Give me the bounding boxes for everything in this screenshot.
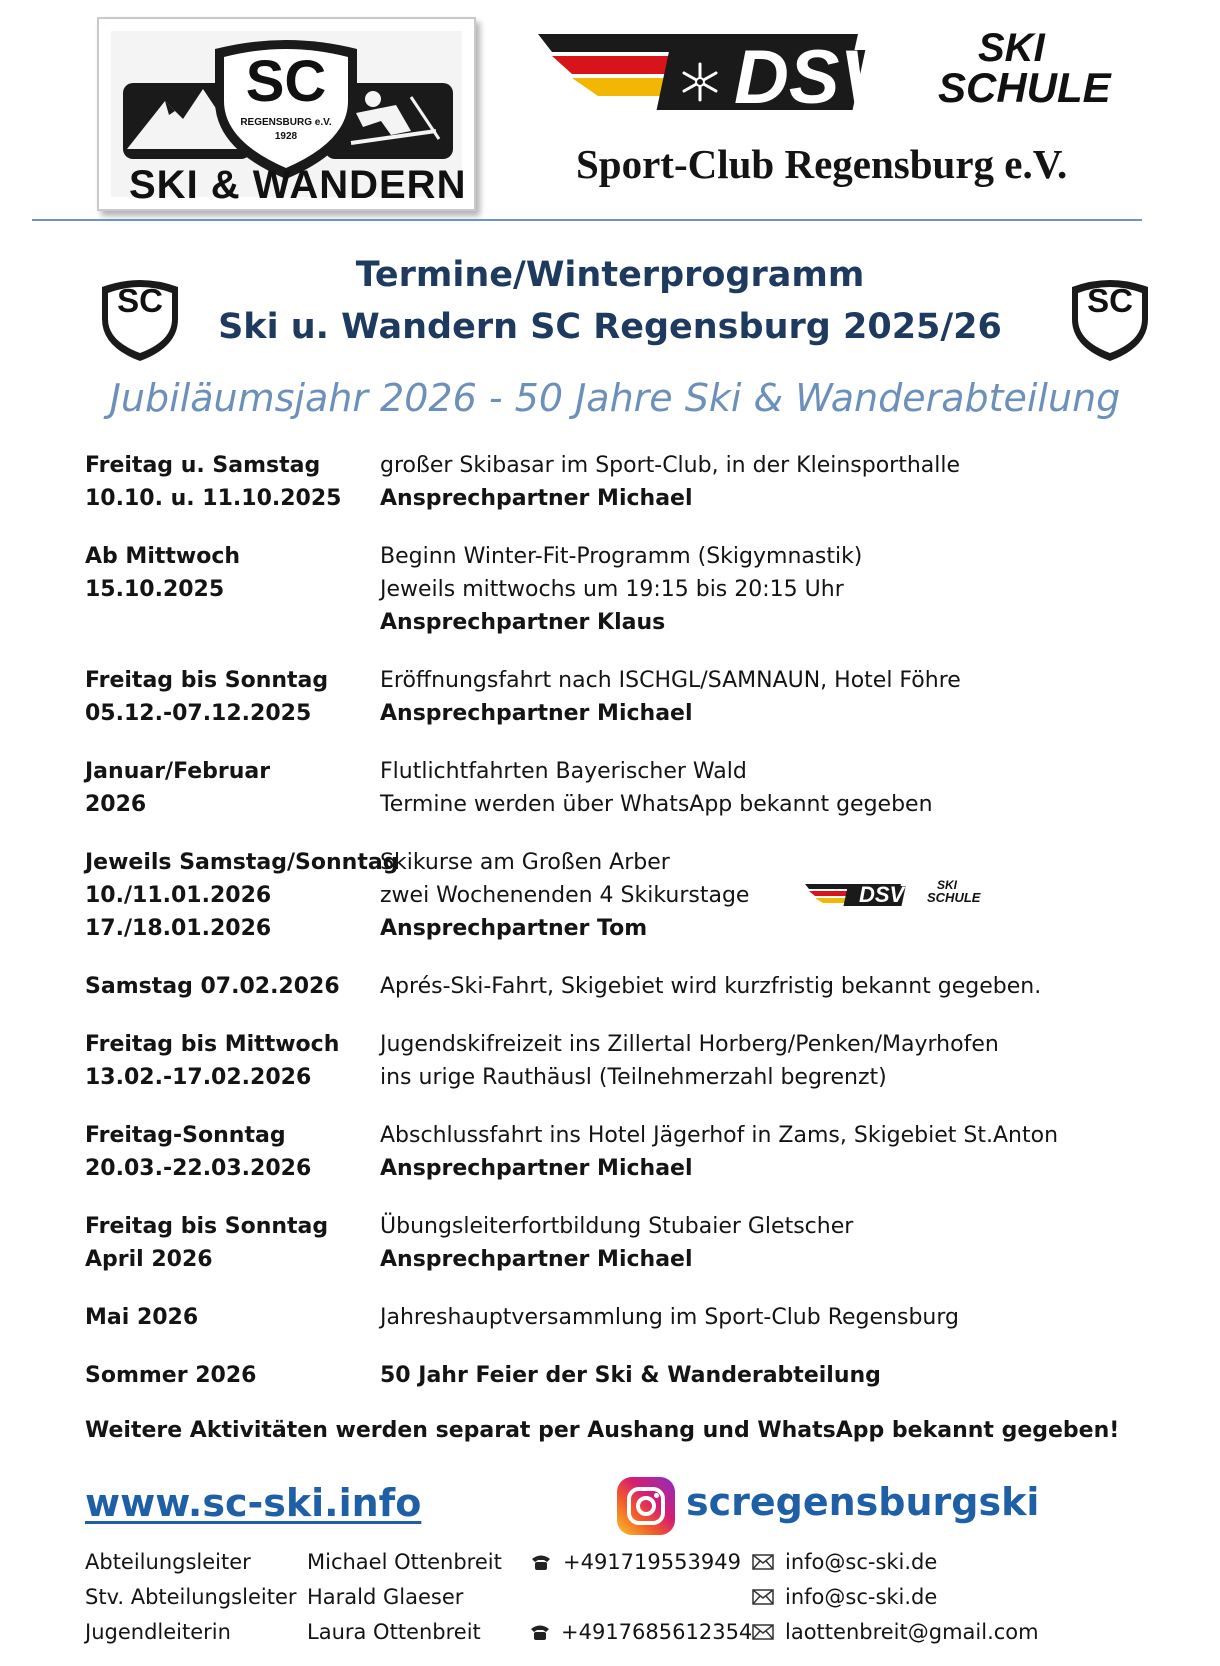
description-line: Übungsleiterfortbildung Stubaier Gletscher xyxy=(380,1214,854,1239)
contact-person: Ansprechpartner Michael xyxy=(380,486,693,511)
schedule xyxy=(85,449,1145,1392)
entry-description xyxy=(380,1301,1145,1334)
entry-description xyxy=(380,1028,1145,1094)
email-address[interactable]: info@sc-ski.de xyxy=(785,1584,938,1609)
date-line: 13.02.-17.02.2026 xyxy=(85,1065,312,1090)
entry-date xyxy=(85,1210,380,1276)
contact-role: Jugendleiterin xyxy=(85,1619,231,1644)
dsv-skischule-logo xyxy=(538,28,1128,118)
description-line: ins urige Rauthäusl (Teilnehmerzahl begrenzt) xyxy=(380,1065,887,1090)
schedule-entry xyxy=(85,1359,1145,1392)
contact-person: Ansprechpartner Michael xyxy=(380,1156,693,1181)
date-line: Jeweils Samstag/Sonntag xyxy=(85,850,399,875)
shield-letters: SC xyxy=(245,49,327,114)
contact-name: Laura Ottenbreit xyxy=(307,1619,481,1644)
contact-role: Stv. Abteilungsleiter xyxy=(85,1584,297,1609)
email-address[interactable]: info@sc-ski.de xyxy=(785,1549,938,1574)
date-line: Sommer 2026 xyxy=(85,1363,257,1388)
description-line: Termine werden über WhatsApp bekannt gegeben xyxy=(380,792,933,817)
header-divider xyxy=(32,219,1142,221)
schedule-entry xyxy=(85,1210,1145,1276)
entry-description xyxy=(380,1359,1145,1392)
sc-shield-left xyxy=(98,275,182,363)
contact-email xyxy=(751,1550,937,1574)
contact-name: Michael Ottenbreit xyxy=(307,1549,502,1574)
contacts-table xyxy=(85,1544,1185,1649)
phone-number[interactable]: +491719553949 xyxy=(563,1549,741,1574)
entry-date xyxy=(85,449,380,515)
entry-date xyxy=(85,846,399,945)
instagram-icon[interactable] xyxy=(617,1477,675,1535)
description-line: 50 Jahr Feier der Ski & Wanderabteilung xyxy=(380,1363,881,1388)
date-line: 05.12.-07.12.2025 xyxy=(85,701,312,726)
entry-date xyxy=(85,970,380,1003)
contact-role: Abteilungsleiter xyxy=(85,1549,251,1574)
contact-row xyxy=(85,1579,1185,1614)
phone-icon xyxy=(529,1622,551,1642)
contact-email xyxy=(751,1620,1039,1644)
schedule-entry xyxy=(85,664,1145,730)
entry-date xyxy=(85,540,380,639)
description-line: Eröffnungsfahrt nach ISCHGL/SAMNAUN, Hotel Föhre xyxy=(380,668,961,693)
date-line: 15.10.2025 xyxy=(85,577,225,602)
dsv-skischule-small-logo xyxy=(805,880,985,910)
date-line: Januar/Februar xyxy=(85,759,271,784)
contact-person: Ansprechpartner Klaus xyxy=(380,610,666,635)
entry-description xyxy=(380,1119,1145,1185)
contact-person: Ansprechpartner Michael xyxy=(380,701,693,726)
dsv-small-ski: SKI xyxy=(937,878,958,892)
shield-subtitle: REGENSBURG e.V. xyxy=(240,117,332,128)
entry-description xyxy=(380,970,1145,1003)
further-activities-note: Weitere Aktivitäten werden separat per Aushang und WhatsApp bekannt gegeben! xyxy=(85,1418,1120,1443)
jubilee-subtitle: Jubiläumsjahr 2026 - 50 Jahre Ski & Wanderabteilung xyxy=(109,376,1121,420)
entry-description xyxy=(380,755,1145,821)
description-line: Jeweils mittwochs um 19:15 bis 20:15 Uhr xyxy=(380,577,844,602)
logo-banner-text: SKI & WANDERN xyxy=(129,163,467,207)
entry-description xyxy=(380,1210,1145,1276)
contact-row xyxy=(85,1544,1185,1579)
description-line: Abschlussfahrt ins Hotel Jägerhof in Zams, Skigebiet St.Anton xyxy=(380,1123,1059,1148)
contact-phone xyxy=(529,1550,751,1574)
description-line: Beginn Winter-Fit-Programm (Skigymnastik) xyxy=(380,544,863,569)
date-line: 20.03.-22.03.2026 xyxy=(85,1156,312,1181)
date-line: Freitag bis Mittwoch xyxy=(85,1032,340,1057)
page-title-line1: Termine/Winterprogramm xyxy=(355,255,865,295)
schedule-entry xyxy=(85,1119,1145,1185)
entry-description xyxy=(380,664,1145,730)
entry-date xyxy=(85,755,380,821)
contact-row xyxy=(85,1614,1185,1649)
date-line: Ab Mittwoch xyxy=(85,544,241,569)
schedule-entry xyxy=(85,1028,1145,1094)
description-line: Skikurse am Großen Arber xyxy=(380,850,670,875)
phone-icon xyxy=(529,1552,553,1572)
contact-name: Harald Glaeser xyxy=(307,1584,464,1609)
date-line: 10.10. u. 11.10.2025 xyxy=(85,486,342,511)
date-line: 10./11.01.2026 xyxy=(85,883,272,908)
website-link[interactable]: www.sc-ski.info xyxy=(85,1481,422,1525)
description-line: zwei Wochenenden 4 Skikurstage xyxy=(380,883,750,908)
sc-shield-right xyxy=(1068,275,1152,363)
entry-date xyxy=(85,1359,380,1392)
entry-date xyxy=(85,664,380,730)
entry-description xyxy=(380,846,1145,945)
description-line: Jahreshauptversammlung im Sport-Club Regensburg xyxy=(380,1305,959,1330)
description-line: großer Skibasar im Sport-Club, in der Kleinsporthalle xyxy=(380,453,961,478)
club-name: Sport-Club Regensburg e.V. xyxy=(576,141,1068,187)
dsv-word: DSV xyxy=(734,35,891,120)
ski-wandern-logo xyxy=(97,17,476,211)
contact-person: Ansprechpartner Michael xyxy=(380,1247,693,1272)
shield-left-letters: SC xyxy=(117,282,163,319)
date-line: April 2026 xyxy=(85,1247,213,1272)
schedule-entry xyxy=(85,540,1145,639)
date-line: Freitag u. Samstag xyxy=(85,453,321,478)
schedule-entry xyxy=(85,1301,1145,1334)
schedule-entry xyxy=(85,970,1145,1003)
date-line: 2026 xyxy=(85,792,147,817)
date-line: Freitag bis Sonntag xyxy=(85,1214,329,1239)
instagram-glyph xyxy=(617,1477,675,1535)
schedule-entry xyxy=(85,755,1145,821)
entry-description xyxy=(380,540,1145,639)
entry-date xyxy=(85,1119,380,1185)
dsv-small-word: DSV xyxy=(859,882,905,907)
contact-email xyxy=(751,1585,937,1609)
dsv-ski-word: SKI xyxy=(978,26,1045,70)
description-line: Jugendskifreizeit ins Zillertal Horberg/Penken/Mayrhofen xyxy=(380,1032,999,1057)
instagram-handle[interactable]: scregensburgski xyxy=(686,1480,1040,1524)
description-line: Flutlichtfahrten Bayerischer Wald xyxy=(380,759,747,784)
date-line: Mai 2026 xyxy=(85,1305,199,1330)
envelope-icon xyxy=(751,1587,775,1607)
logo-background xyxy=(111,31,467,207)
contact-phone xyxy=(529,1620,751,1644)
description-line: Aprés-Ski-Fahrt, Skigebiet wird kurzfristig bekannt gegeben. xyxy=(380,974,1042,999)
shield-year: 1928 xyxy=(274,131,298,142)
date-line: 17./18.01.2026 xyxy=(85,916,272,941)
dsv-small-schule: SCHULE xyxy=(927,890,981,905)
date-line: Samstag 07.02.2026 xyxy=(85,974,340,999)
snowflake-icon xyxy=(678,60,722,104)
dsv-schule-word: SCHULE xyxy=(938,64,1111,111)
schedule-entry xyxy=(85,846,1145,945)
entry-description xyxy=(380,449,1145,515)
email-address[interactable]: laottenbreit@gmail.com xyxy=(785,1619,1039,1644)
envelope-icon xyxy=(751,1622,775,1642)
entry-date xyxy=(85,1301,380,1334)
contact-person: Ansprechpartner Tom xyxy=(380,916,648,941)
phone-number[interactable]: +4917685612354 xyxy=(561,1619,753,1644)
envelope-icon xyxy=(751,1552,775,1572)
date-line: Freitag-Sonntag xyxy=(85,1123,286,1148)
entry-date xyxy=(85,1028,380,1094)
schedule-entry xyxy=(85,449,1145,515)
page-title-line2: Ski u. Wandern SC Regensburg 2025/26 xyxy=(218,307,1002,347)
date-line: Freitag bis Sonntag xyxy=(85,668,329,693)
shield-right-letters: SC xyxy=(1087,282,1133,319)
